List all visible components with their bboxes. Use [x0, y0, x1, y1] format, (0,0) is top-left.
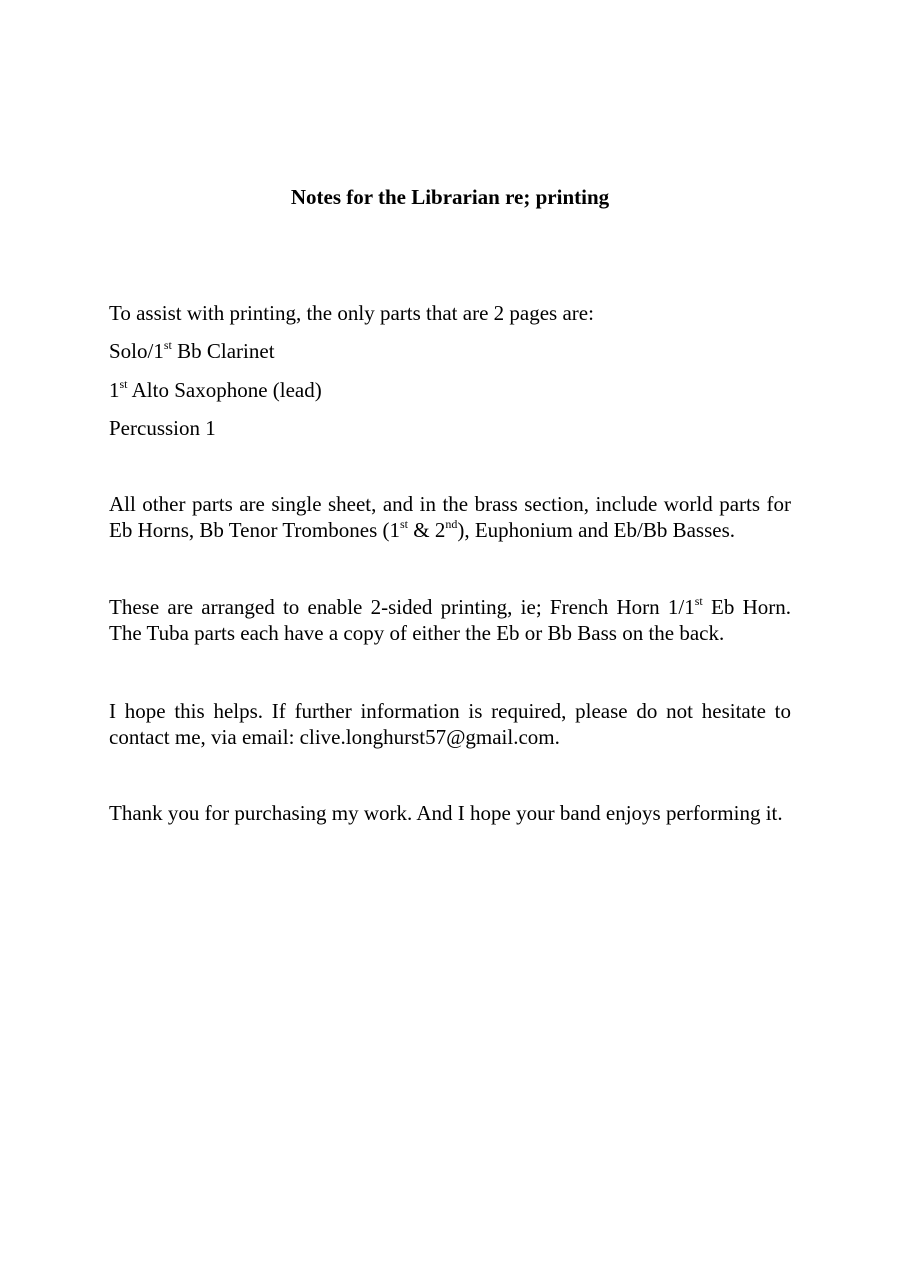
part-item-text: Alto Saxophone (lead) [127, 378, 322, 402]
part-item-text: Percussion 1 [109, 416, 216, 440]
contact-paragraph: I hope this helps. If further information is required, please do not hesitate to contact me, via email: clive.longhurst57@gmail.com. [109, 699, 791, 749]
paragraph-text: ), Euphonium and Eb/Bb Basses. [457, 518, 736, 542]
ordinal-suffix: nd [445, 517, 458, 531]
ordinal-suffix: st [400, 517, 409, 531]
thanks-paragraph: Thank you for purchasing my work. And I hope your band enjoys performing it. [109, 801, 783, 825]
document-title: Notes for the Librarian re; printing [290, 185, 610, 209]
paragraph-text: Eb Horn. The Tuba parts each have a copy of either the Eb or Bb Bass on the back. [109, 595, 791, 645]
paragraph-text: All other parts are single sheet, and in the brass section, include world parts for Eb Horns, Bb Tenor Trombones (1 [109, 492, 791, 542]
part-item-percussion [109, 415, 791, 441]
paragraph-text: These are arranged to enable 2-sided printing, ie; French Horn 1/1 [109, 595, 695, 619]
ordinal-suffix: st [694, 594, 703, 608]
ordinal-suffix: st [163, 338, 172, 352]
two-sided-printing-paragraph [109, 594, 791, 646]
part-item-alto-saxophone [109, 377, 791, 403]
intro-text: To assist with printing, the only parts that are 2 pages are: [109, 301, 594, 325]
ordinal-suffix: st [119, 377, 128, 391]
part-item-solo-clarinet [109, 338, 791, 364]
part-item-text: Bb Clarinet [171, 339, 275, 363]
part-item-text: 1 [109, 378, 120, 402]
single-sheet-paragraph [109, 491, 791, 543]
paragraph-text: & 2 [408, 518, 446, 542]
part-item-text: Solo/1 [109, 339, 164, 363]
